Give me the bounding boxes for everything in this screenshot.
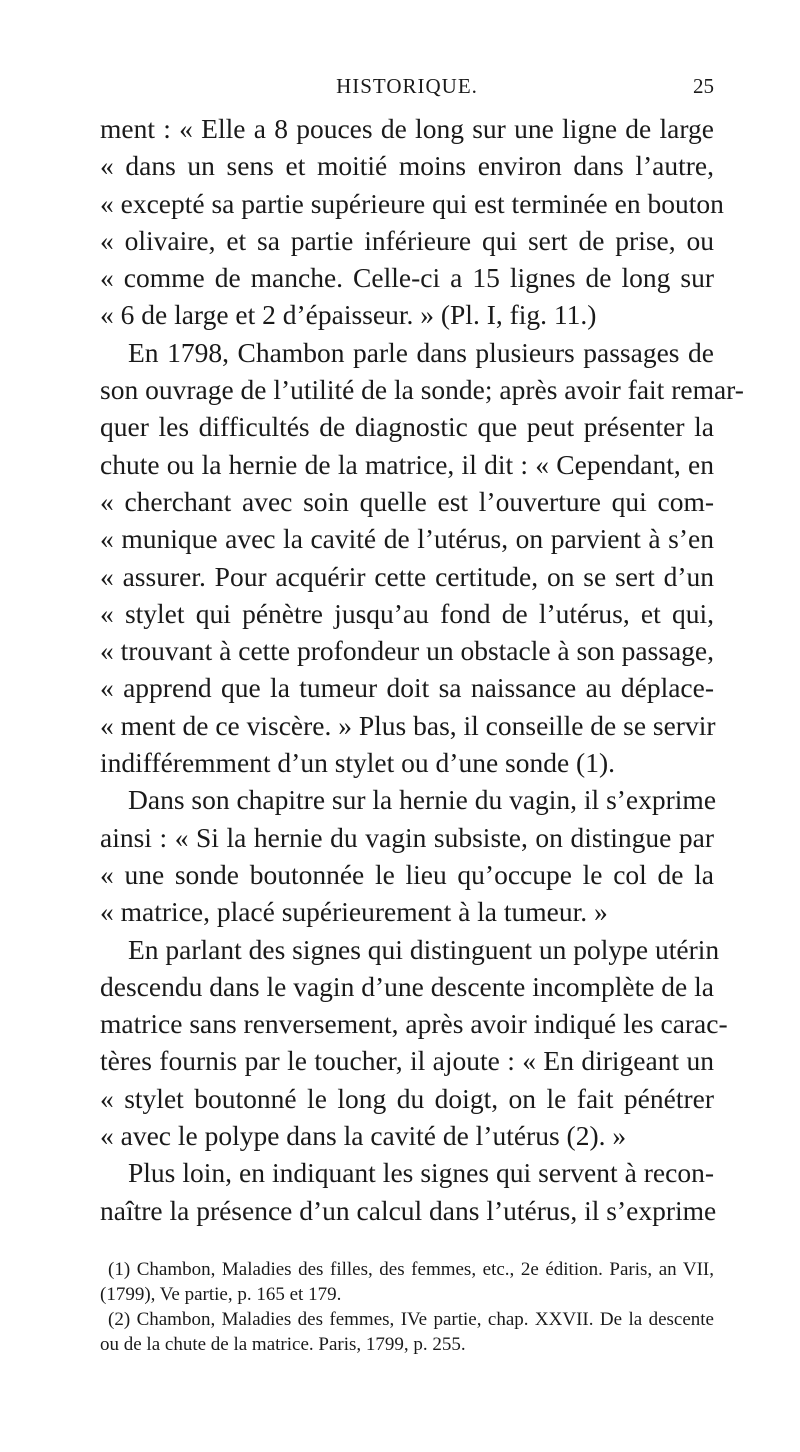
text-line: « stylet boutonné le long du doigt, on le fait pénétrer (100, 1082, 714, 1114)
text-line: naître la présence d’un calcul dans l’utérus, il s’exprime (100, 1194, 717, 1226)
text-line: tères fournis par le toucher, il ajoute : « En dirigeant un (100, 1045, 714, 1077)
text-line: « ment de ce viscère. » Plus bas, il conseille de se servir (100, 709, 716, 741)
page-header (100, 74, 714, 98)
text-line: « trouvant à cette profondeur un obstacle à son passage, (100, 635, 714, 667)
text-line: « assurer. Pour acquérir cette certitude, on se sert d’un (100, 560, 714, 592)
text-line: « stylet qui pénètre jusqu’au fond de l’utérus, et qui, (100, 597, 714, 629)
text-line: son ouvrage de l’utilité de la sonde; après avoir fait remar- (100, 374, 744, 406)
text-line: Dans son chapitre sur la hernie du vagin, il s’exprime (128, 784, 717, 816)
text-line: « 6 de large et 2 d’épaisseur. » (Pl. I, fig. 11.) (100, 299, 597, 331)
footnotes (100, 1257, 714, 1357)
text-line: « olivaire, et sa partie inférieure qui sert de prise, ou (100, 224, 714, 256)
footnote-line: ou de la chute de la matrice. Paris, 1799, p. 255. (100, 1333, 466, 1355)
page-number: 25 (693, 74, 714, 98)
text-line: En parlant des signes qui distinguent un polype utérin (128, 933, 720, 965)
footnote-line: (1799), Ve partie, p. 165 et 179. (100, 1283, 342, 1305)
running-head: HISTORIQUE. (336, 74, 478, 98)
text-line: chute ou la hernie de la matrice, il dit : « Cependant, en (100, 448, 714, 480)
text-line: En 1798, Chambon parle dans plusieurs passages de (128, 336, 714, 368)
text-line: descendu dans le vagin d’une descente incomplète de la (100, 970, 714, 1002)
footnote-line: (1) Chambon, Maladies des filles, des femmes, etc., 2e édition. Paris, an VII, (108, 1258, 714, 1280)
footnote-gap (100, 1229, 714, 1257)
text-line: ainsi : « Si la hernie du vagin subsiste, on distingue par (100, 821, 714, 853)
text-line: indifféremment d’un stylet ou d’une sonde (1). (100, 747, 615, 779)
text-line: matrice sans renversement, après avoir indiqué les carac- (100, 1008, 728, 1040)
text-line: « comme de manche. Celle-ci a 15 lignes de long sur (100, 262, 714, 294)
text-line: « matrice, placé supérieurement à la tumeur. » (100, 896, 608, 928)
text-line: « munique avec la cavité de l’utérus, on parvient à s’en (100, 523, 714, 555)
text-line: ment : « Elle a 8 pouces de long sur une ligne de large (100, 113, 714, 144)
main-text (100, 110, 744, 1229)
text-line: « avec le polype dans la cavité de l’utérus (2). » (100, 1120, 627, 1152)
footnote-line: (2) Chambon, Maladies des femmes, IVe partie, chap. XXVII. De la descente (108, 1308, 714, 1330)
text-line: Plus loin, en indiquant les signes qui servent à recon- (128, 1157, 714, 1189)
text-line: « une sonde boutonnée le lieu qu’occupe le col de la (100, 858, 714, 890)
text-line: « dans un sens et moitié moins environ dans l’autre, (100, 150, 714, 182)
text-line: « apprend que la tumeur doit sa naissance au déplace- (100, 672, 714, 704)
text-line: « excepté sa partie supérieure qui est terminée en bouton (100, 187, 724, 219)
text-line: quer les difficultés de diagnostic que peut présenter la (100, 411, 714, 443)
text-line: « cherchant avec soin quelle est l’ouverture qui com- (100, 485, 714, 517)
page-body (100, 110, 744, 1357)
